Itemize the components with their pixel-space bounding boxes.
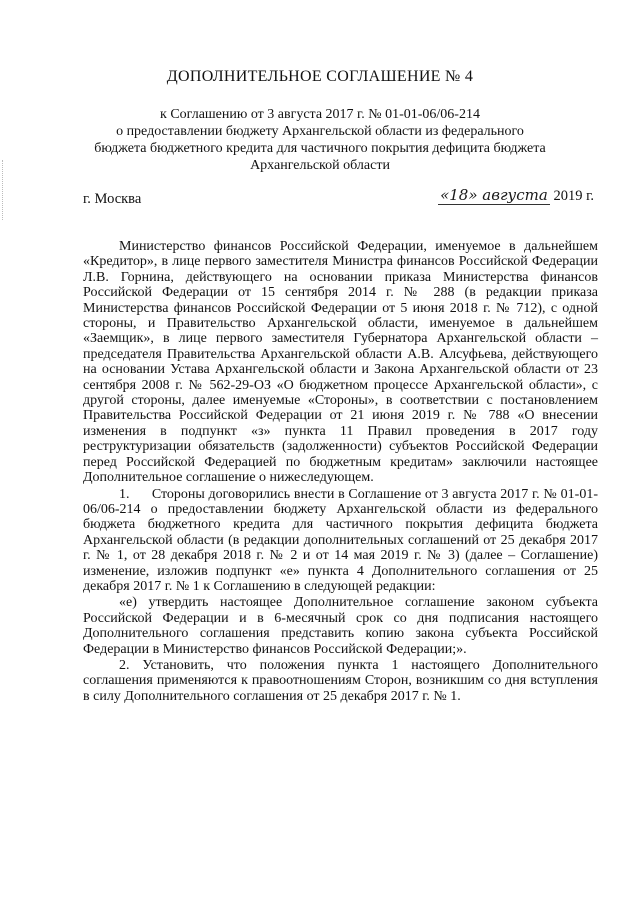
handwritten-date: «18» августа <box>440 186 548 204</box>
document-body <box>83 239 598 704</box>
date-year: 2019 г. <box>553 188 594 204</box>
paragraph-quote: «е) утвердить настоящее Дополнительное соглашение законом субъекта Российской Федерации и в 6-месячный срок со дня подписания настоящего Дополнительного соглашения представить копию закона субъекта Российской Федерации в Министерство финансов Российской Федерации;». <box>83 595 598 657</box>
paragraph-clause-1: 1. Стороны договорились внести в Соглашение от 3 августа 2017 г. № 01-01-06/06-214 о предоставлении бюджету Архангельской области из федерального бюджета бюджетного кредита для частичного покрытия дефицита бюджета Архангельской области (в редакции дополнительных соглашений от 25 декабря 2017 г. № 1, от 28 декабря 2018 г. № 2 и от 14 мая 2019 г. № 3) (далее – Соглашение) изменение, изложив подпункт «е» пункта 4 Дополнительного соглашения от 25 декабря 2017 г. № 1 к Соглашению в следующей редакции: <box>83 486 598 594</box>
city: г. Москва <box>83 191 142 207</box>
subtitle-line: бюджета бюджетного кредита для частичного покрытия дефицита бюджета <box>94 141 546 156</box>
document-subtitle <box>60 106 580 174</box>
subtitle-line: о предоставлении бюджету Архангельской области из федерального <box>116 124 524 139</box>
paragraph-clause-2: 2. Установить, что положения пункта 1 настоящего Дополнительного соглашения применяются к правоотношениям Сторон, возникшим со дня вступления в силу Дополнительного соглашения от 25 декабря 2017 г. № 1. <box>83 657 598 704</box>
paragraph-preamble: Министерство финансов Российской Федерации, именуемое в дальнейшем «Кредитор», в лице первого заместителя Министра финансов Российской Федерации Л.В. Горнина, действующего на основании приказа Министерства финансов Российской Федерации от 15 сентября 2014 г. № 288 (в редакции приказа Министерства финансов Российской Федерации от 5 июня 2018 г. № 712), с одной стороны, и Правительство Архангельской области, именуемое в дальнейшем «Заемщик», в лице первого заместителя Губернатора Архангельской области – председателя Правительства Архангельской области А.В. Алсуфьева, действующего на основании Устава Архангельской области и Закона Архангельской области от 23 сентября 2008 г. № 562-29-ОЗ «О бюджетном процессе Архангельской области», с другой стороны, далее именуемые «Стороны», в соответствии с постановлением Правительства Российской Федерации от 21 июня 2019 г. № 788 «О внесении изменения в подпункт «з» пункта 11 Правил проведения в 2017 году реструктуризации обязательств (задолженности) субъектов Российской Федерации перед Российской Федерацией по бюджетным кредитам» заключили настоящее Дополнительное соглашение о нижеследующем. <box>83 239 598 486</box>
scan-edge-mark <box>2 160 6 220</box>
subtitle-line: к Соглашению от 3 августа 2017 г. № 01-01-06/06-214 <box>160 107 480 122</box>
subtitle-line: Архангельской области <box>250 158 390 173</box>
document-title: ДОПОЛНИТЕЛЬНОЕ СОГЛАШЕНИЕ № 4 <box>166 68 474 85</box>
document-date <box>438 186 594 205</box>
